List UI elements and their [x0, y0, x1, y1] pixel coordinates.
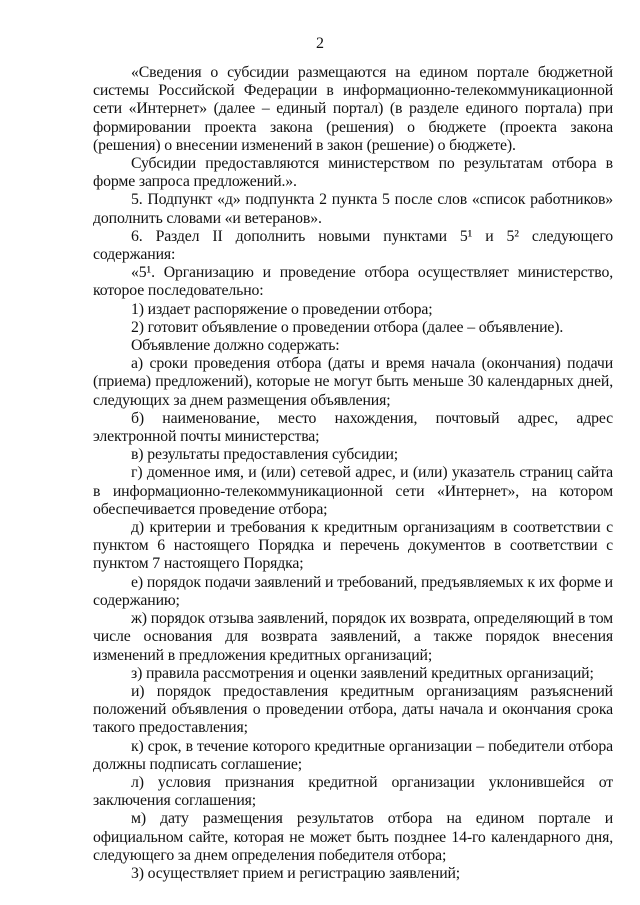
- paragraph-item-6: 6. Раздел II дополнить новыми пунктами 5¹ и 5² следующего содержания:: [93, 227, 613, 264]
- list-item-d: д) критерии и требования к кредитным организациям в соответствии с пунктом 6 настоящего Порядка и перечень документов в соответствии с пунктом 7 настоящего Порядка;: [93, 519, 613, 573]
- list-item-l: л) условия признания кредитной организации уклонившейся от заключения соглашения;: [93, 773, 613, 810]
- paragraph-announcement-heading: Объявление должно содержать:: [131, 337, 340, 355]
- list-item-k: к) срок, в течение которого кредитные организации – победители отбора должны подписать соглашение;: [93, 737, 613, 773]
- list-item-i: и) порядок предоставления кредитным организациям разъяснений положений объявления о проведении отбора, даты начала и окончания срока такого предоставления;: [93, 682, 613, 737]
- list-item-v: в) результаты предоставления субсидии;: [131, 446, 399, 464]
- list-item-1: 1) издает распоряжение о проведении отбора;: [131, 300, 433, 318]
- list-item-e: е) порядок подачи заявлений и требований, предъявляемых к их форме и содержанию;: [93, 573, 613, 609]
- list-item-a: а) сроки проведения отбора (даты и время начала (окончания) подачи (приема) предложений), которые не могут быть меньше 30 календарных дней, следующих за днем размещения объявления;: [93, 355, 613, 409]
- list-item-z: з) правила рассмотрения и оценки заявлений кредитных организаций;: [131, 664, 594, 682]
- list-item-3: 3) осуществляет прием и регистрацию заявлений;: [131, 864, 461, 882]
- list-item-zh: ж) порядок отзыва заявлений, порядок их возврата, определяющий в том числе основания для возврата заявлений, а также порядок внесения изменений в предложения кредитных организаций;: [93, 610, 613, 664]
- page-number: 2: [316, 35, 324, 52]
- document-body: [93, 64, 613, 883]
- list-item-g: г) доменное имя, и (или) сетевой адрес, и (или) указатель страниц сайта в информационно-телекоммуникационной сети «Интернет», на котором обеспечивается проведение отбора;: [93, 464, 613, 518]
- paragraph-subsidy-selection: Субсидии предоставляются министерством по результатам отбора в форме запроса предложений.».: [93, 155, 613, 191]
- list-item-m: м) дату размещения результатов отбора на едином портале и официальном сайте, которая не может быть позднее 14-го календарного дня, следующего за днем определения победителя отбора;: [93, 810, 613, 864]
- list-item-b: б) наименование, место нахождения, почтовый адрес, адрес электронной почты министерства;: [93, 409, 613, 446]
- list-item-2: 2) готовит объявление о проведении отбора (далее – объявление).: [131, 318, 564, 336]
- paragraph-clause-5-1: «5¹. Организацию и проведение отбора осуществляет министерство, которое последовательно:: [93, 264, 613, 300]
- paragraph-item-5: 5. Подпункт «д» подпункта 2 пункта 5 после слов «список работников» дополнить словами «и ветеранов».: [93, 191, 613, 227]
- paragraph-subsidy-info: «Сведения о субсидии размещаются на едином портале бюджетной системы Российской Федерации в информационно-телекоммуникационной сети «Интернет» (далее – единый портал) (в разделе единого портала) при формировании проекта закона (решения) о бюджете (проекта закона (решения) о внесении изменений в закон (решение) о бюджете).: [93, 64, 613, 154]
